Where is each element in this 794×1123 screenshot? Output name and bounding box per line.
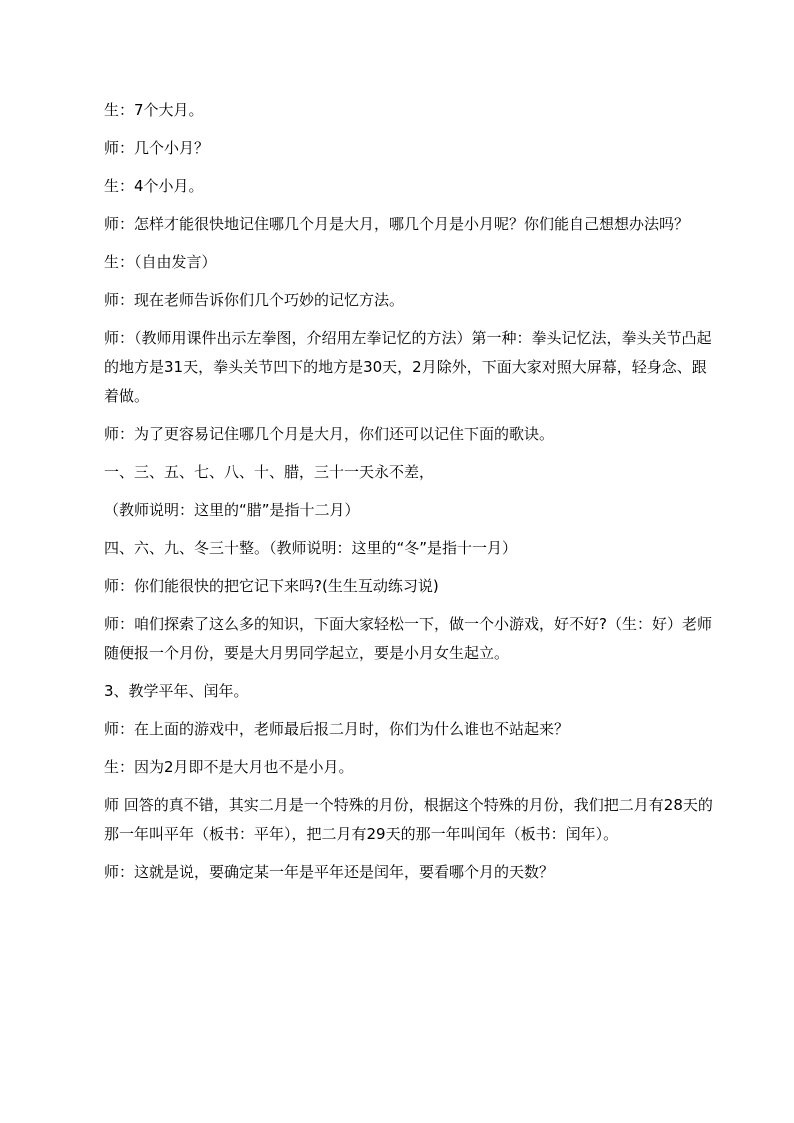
paragraph-teacher-memory-methods: 师：现在老师告诉你们几个巧妙的记忆方法。 — [104, 291, 405, 309]
document-body — [104, 96, 716, 896]
paragraph-student-free-speech: 生：（自由发言） — [104, 253, 217, 271]
paragraph-teacher-how-many-small: 师：几个小月？ — [104, 139, 210, 157]
paragraph-teacher-rhyme-intro: 师：为了更容易记住哪几个月是大月，你们还可以记住下面的歌诀。 — [104, 425, 555, 443]
paragraph-teacher-fist-method: 师：（教师用课件出示左拳图，介绍用左拳记忆的方法）第一种：拳头记忆法，拳头关节凸起的地方是31天，拳头关节凹下的地方是30天，2月除外，下面大家对照大屏幕，轻身念、跟着做。 — [104, 329, 712, 405]
paragraph-student-february-answer: 生：因为2月即不是大月也不是小月。 — [104, 758, 354, 776]
paragraph-teacher-which-month: 师：这就是说，要确定某一年是平年还是闰年，要看哪个月的天数？ — [104, 863, 555, 881]
paragraph-rhyme-note-la: （教师说明：这里的“腊”是指十二月） — [104, 501, 360, 519]
paragraph-teacher-remember-question: 师：怎样才能很快地记住哪几个月是大月，哪几个月是小月呢？你们能自己想想办法吗？ — [104, 215, 690, 233]
paragraph-student-small-months: 生：4个小月。 — [104, 177, 204, 195]
paragraph-student-big-months: 生：7个大月。 — [104, 101, 204, 119]
paragraph-teacher-game: 师：咱们探索了这么多的知识，下面大家轻松一下，做一个小游戏，好不好?（生：好）老师随便报一个月份，要是大月男同学起立，要是小月女生起立。 — [104, 615, 712, 662]
paragraph-rhyme-line-one: 一、三、五、七、八、十、腊，三十一天永不差， — [104, 463, 435, 481]
paragraph-teacher-leap-year-definition: 师 回答的真不错，其实二月是一个特殊的月份，根据这个特殊的月份，我们把二月有28天的那一年叫平年（板书：平年），把二月有29天的那一年叫闰年（板书：闰年）。 — [104, 796, 713, 843]
paragraph-teacher-recite: 师：你们能很快的把它记下来吗?(生生互动练习说) — [104, 577, 439, 595]
paragraph-rhyme-line-two: 四、六、九、冬三十整。（教师说明：这里的“冬”是指十一月） — [104, 539, 518, 557]
paragraph-teacher-february-question: 师：在上面的游戏中，老师最后报二月时，你们为什么谁也不站起来？ — [104, 720, 570, 738]
section-heading-leap-year: 3、教学平年、闰年。 — [104, 682, 249, 700]
